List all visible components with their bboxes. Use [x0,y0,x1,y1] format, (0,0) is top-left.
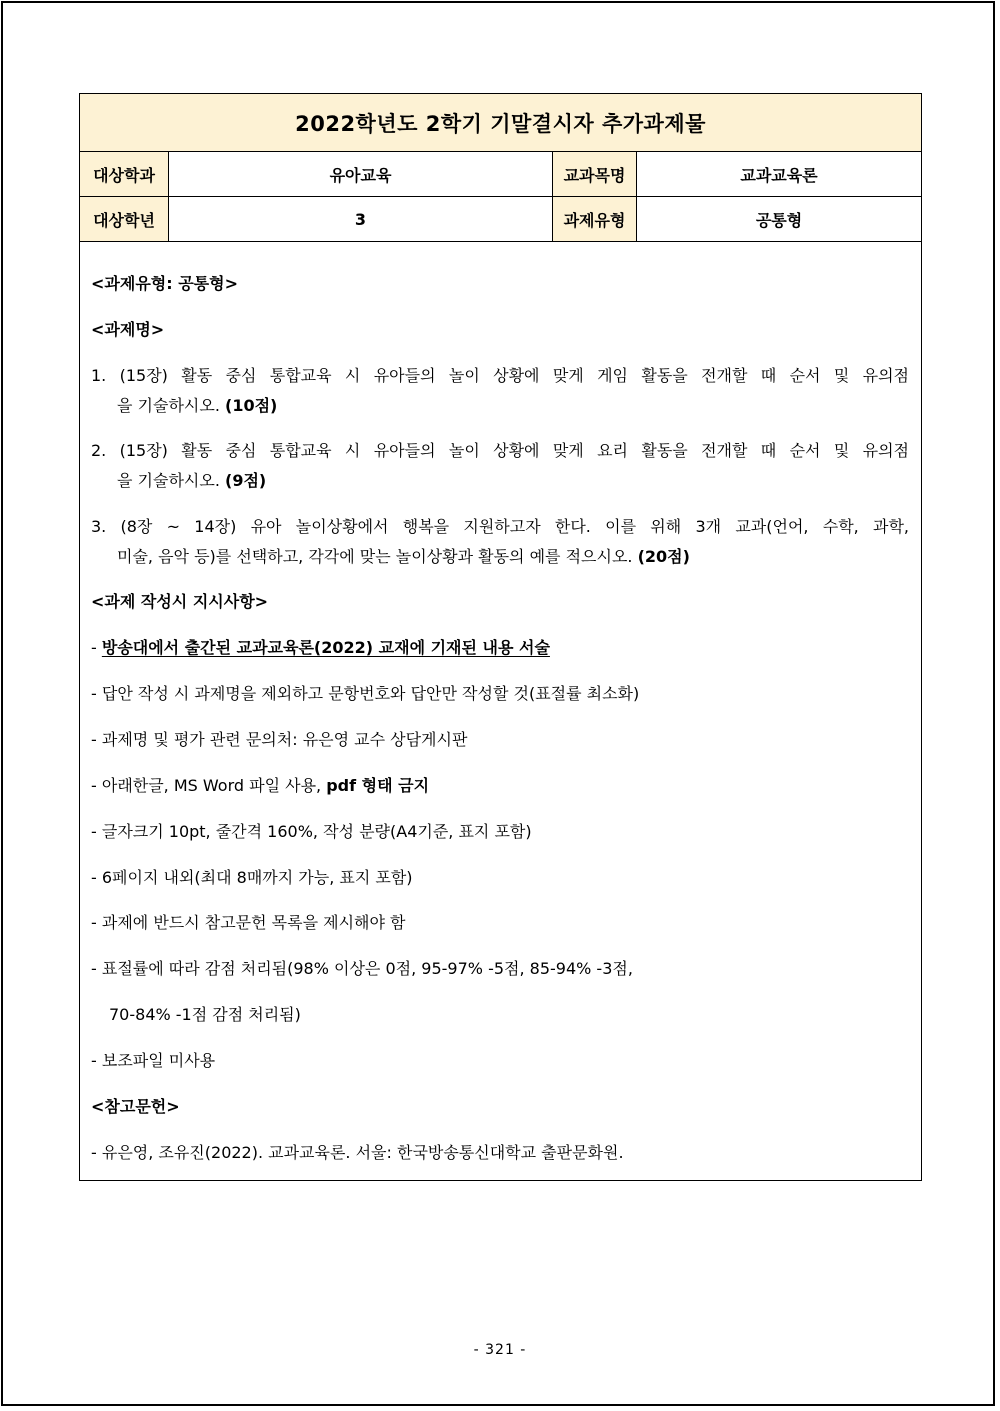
year-label: 대상학년 [80,197,169,241]
instruction-1: - 방송대에서 출간된 교과교육론(2022) 교재에 기재된 내용 서술 [91,638,550,657]
department-value: 유아교육 [169,152,553,196]
assignment-type-value: 공통형 [755,210,803,230]
assignment-type-label: 과제유형 [553,197,637,241]
department-label: 대상학과 [80,152,169,196]
question-1-points: (10점) [225,396,278,415]
instruction-1-text: 방송대에서 출간된 교과교육론(2022) 교재에 기재된 내용 서술 [101,638,550,657]
info-row-year [80,197,921,242]
course-value: 교과교육론 [740,165,818,185]
instruction-9-text: 보조파일 미사용 [101,1051,216,1070]
references-heading: <참고문헌> [91,1097,180,1116]
instruction-7: - 과제에 반드시 참고문헌 목록을 제시해야 함 [91,913,406,932]
question-3-text: 미술, 음악 등)를 선택하고, 각각에 맞는 놀이상황과 활동의 예를 적으시오. [117,547,633,566]
question-2-line-1: 2. (15장) 활동 중심 통합교육 시 유아들의 놀이 상황에 맞게 요리 활동을 전개할 때 순서 및 유의점 [91,441,909,460]
instructions-heading: <과제 작성시 지시사항> [91,592,269,611]
instruction-8-text: 표절률에 따라 감점 처리됨(98% 이상은 0점, 95-97% -5점, 85-94% -3점, [101,959,633,978]
instruction-8-continued: 70-84% -1점 감점 처리됨) [109,1005,301,1024]
instruction-3-text: 과제명 및 평가 관련 문의처: 유은영 교수 상담게시판 [101,730,468,749]
instruction-4-emphasis: pdf 형태 금지 [326,776,430,795]
question-1-text: 을 기술하시오. [117,396,220,415]
instruction-2-text: 답안 작성 시 과제명을 제외하고 문항번호와 답안만 작성할 것(표절률 최소화) [101,684,640,703]
question-2-text: 을 기술하시오. [117,471,220,490]
course-label: 교과목명 [553,152,637,196]
question-3-points: (20점) [637,547,690,566]
instruction-2: - 답안 작성 시 과제명을 제외하고 문항번호와 답안만 작성할 것(표절률 최소화) [91,684,640,703]
assignment-name-heading: <과제명> [91,320,165,339]
year-value: 3 [169,197,553,241]
question-1-line-1: 1. (15장) 활동 중심 통합교육 시 유아들의 놀이 상황에 맞게 게임 활동을 전개할 때 순서 및 유의점 [91,366,909,385]
document-title: 2022학년도 2학기 기말결시자 추가과제물 [80,94,921,152]
instruction-7-text: 과제에 반드시 참고문헌 목록을 제시해야 함 [101,913,406,932]
question-1-line-2 [117,396,277,416]
assignment-type-heading: <과제유형: 공통형> [91,274,238,293]
instruction-6: - 6페이지 내외(최대 8매까지 가능, 표지 포함) [91,868,413,887]
instruction-8: - 표절률에 따라 감점 처리됨(98% 이상은 0점, 95-97% -5점, 85-94% -3점, [91,959,633,978]
instruction-6-text: 6페이지 내외(최대 8매까지 가능, 표지 포함) [101,868,413,887]
instruction-5: - 글자크기 10pt, 줄간격 160%, 작성 분량(A4기준, 표지 포함) [91,822,532,841]
instruction-9: - 보조파일 미사용 [91,1051,216,1070]
question-3-line-1: 3. (8장 ~ 14장) 유아 놀이상황에서 행복을 지원하고자 한다. 이를 위해 3개 교과(언어, 수학, 과학, [91,517,909,536]
instruction-4: - 아래한글, MS Word 파일 사용, pdf 형태 금지 [91,776,430,795]
reference-item: - 유은영, 조유진(2022). 교과교육론. 서울: 한국방송통신대학교 출판문화원. [91,1143,624,1162]
question-3-line-2 [117,547,690,567]
reference-text: 유은영, 조유진(2022). 교과교육론. 서울: 한국방송통신대학교 출판문화원. [101,1143,624,1162]
info-row-department [80,152,921,197]
assignment-document [79,93,922,1181]
instruction-5-text: 글자크기 10pt, 줄간격 160%, 작성 분량(A4기준, 표지 포함) [101,822,532,841]
question-2-points: (9점) [225,471,267,490]
instruction-3: - 과제명 및 평가 관련 문의처: 유은영 교수 상담게시판 [91,730,468,749]
page-number: - 321 - [473,1342,527,1358]
instruction-4-text: 아래한글, MS Word 파일 사용, [101,776,327,795]
question-2-line-2 [117,471,266,491]
